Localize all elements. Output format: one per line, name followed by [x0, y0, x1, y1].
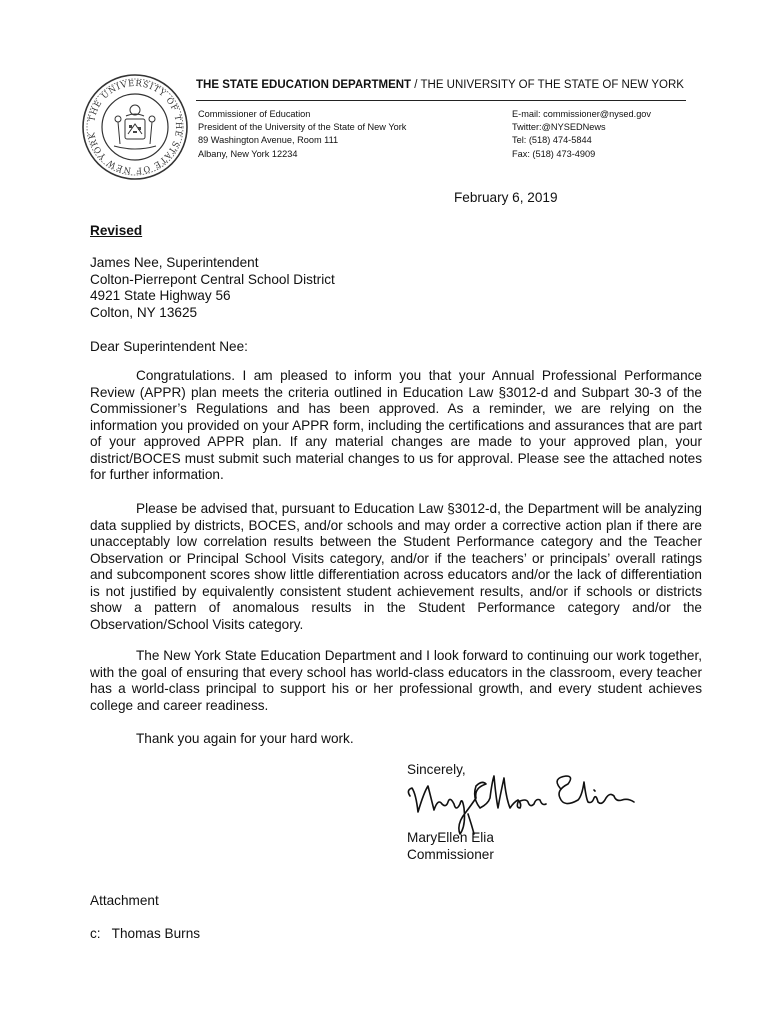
- attachment-note: Attachment: [90, 893, 159, 908]
- twitter-line: Twitter:@NYSEDNews: [512, 122, 606, 133]
- university-name: THE UNIVERSITY OF THE STATE OF NEW YORK: [420, 79, 684, 91]
- recipient-line: Colton-Pierrepont Central School District: [90, 271, 335, 287]
- body-paragraph: Congratulations. I am pleased to inform you that your Annual Professional Performance Review (APPR) plan meets the criteria outlined in Education Law §3012-d and Subpart 30-3 of the Commissioner’s Regulations and has been approved. As a reminder, we are relying on the information you provided on your APPR form, including the certifications and assurances that are part of your approved APPR plan. If any material changes are made to your approved plan, your district/BOCES must submit such material changes to us for approval. Please see the attached notes for further information.: [90, 368, 702, 482]
- revised-heading: Revised: [90, 223, 143, 238]
- signatory-title: Commissioner: [407, 847, 494, 862]
- seal-text: THE UNIVERSITY OF THE STATE OF NEW YORK: [86, 77, 185, 177]
- department-name: THE STATE EDUCATION DEPARTMENT: [196, 79, 412, 91]
- body-paragraph: Please be advised that, pursuant to Education Law §3012-d, the Department will be analyzing data supplied by districts, BOCES, and/or schools and may order a corrective action plan if there are unacceptably low correlation results between the Student Performance category and the Teacher Observation or Principal School Visits category, and/or if the teachers’ or principals’ overall ratings and subcomponent scores show little differentiation across educators and/or the lack of differentiation is not justified by equivalently consistent student achievement results, and/or if schools or districts show a pattern of anomalous results in the Student Performance category and/or the Observation/School Visits category.: [90, 501, 702, 632]
- office-line: 89 Washington Avenue, Room 111: [198, 135, 339, 146]
- recipient-line: James Nee, Superintendent: [90, 255, 259, 270]
- recipient-line: Colton, NY 13625: [90, 304, 198, 320]
- salutation: Dear Superintendent Nee:: [90, 339, 248, 354]
- letterhead-divider: [196, 100, 686, 101]
- recipient-line: 4921 State Highway 56: [90, 288, 231, 303]
- email-line: E-mail: commissioner@nysed.gov: [512, 109, 652, 119]
- cc-line: c: Thomas Burns: [90, 926, 201, 941]
- signatory-name: MaryEllen Elia: [407, 830, 494, 845]
- closing: Sincerely,: [407, 762, 466, 777]
- svg-text:THE UNIVERSITY OF THE STATE OF: [86, 78, 184, 176]
- recipient-address: [90, 255, 335, 321]
- letterhead-separator: /: [411, 79, 421, 91]
- letterhead-office-block: [198, 108, 406, 161]
- handwritten-signature: [402, 768, 642, 838]
- thanks-line: Thank you again for your hard work.: [136, 731, 354, 746]
- office-line: Commissioner of Education: [198, 109, 311, 119]
- office-line: Albany, New York 12234: [198, 148, 298, 159]
- letter-date: February 6, 2019: [454, 190, 558, 205]
- letterhead-title: [196, 79, 684, 91]
- tel-line: Tel: (518) 474-5844: [512, 135, 592, 146]
- office-line: President of the University of the State of New York: [198, 122, 407, 133]
- state-seal-icon: [80, 72, 190, 182]
- body-paragraph: The New York State Education Department and I look forward to continuing our work together, with the goal of ensuring that every school has world-class educators in the classroom, every teacher has a world-class principal to support his or her professional growth, and every student achieves college and career readiness.: [90, 648, 702, 713]
- signatory-block: [407, 829, 494, 863]
- letterhead-contact-block: [512, 108, 651, 161]
- fax-line: Fax: (518) 473-4909: [512, 148, 596, 159]
